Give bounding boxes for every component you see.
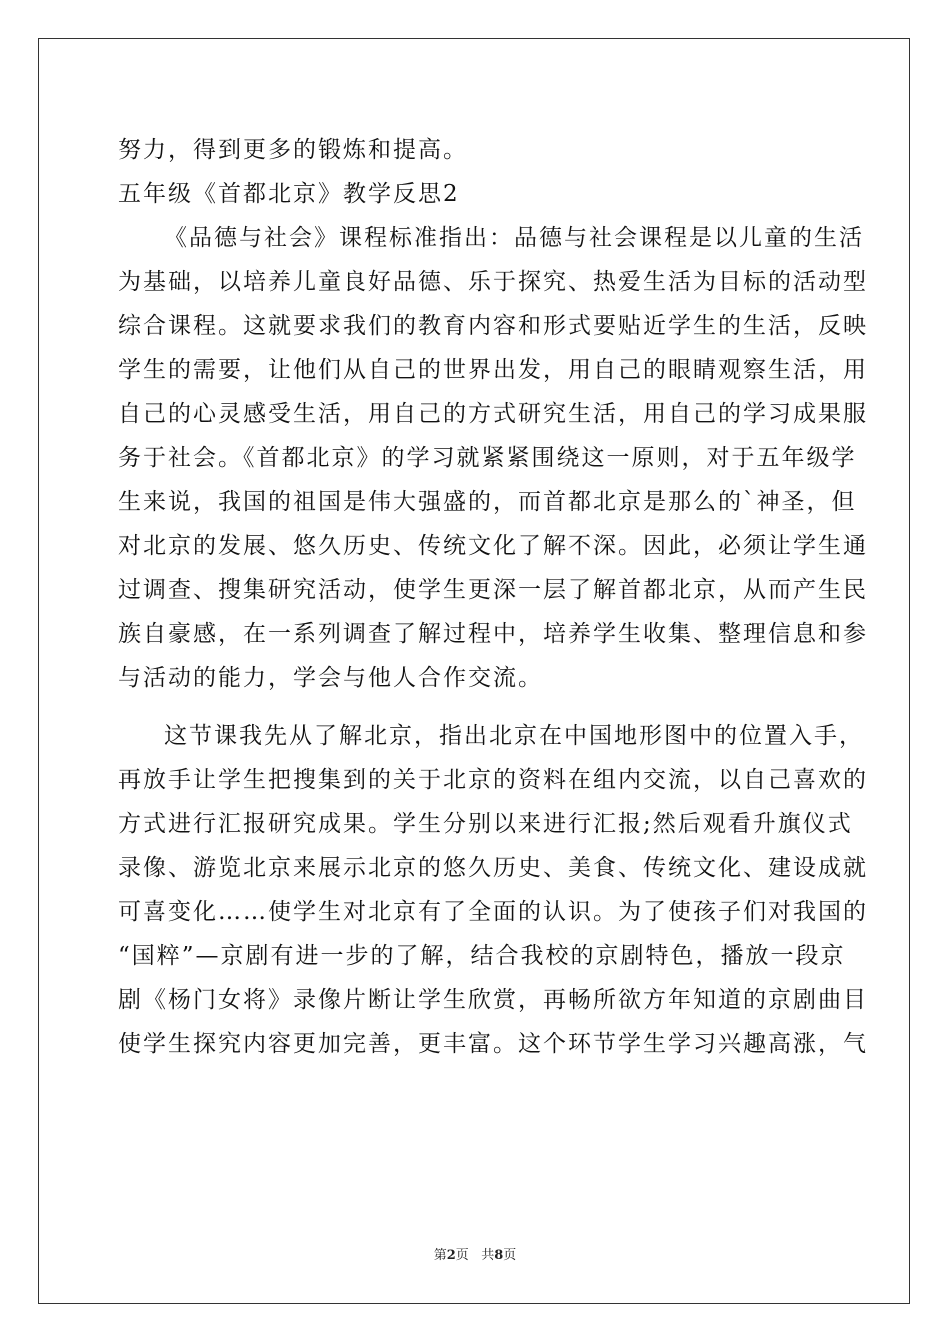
paragraph-line: 学生的需要，让他们从自己的世界出发，用自己的眼睛观察生活，用 (118, 357, 868, 383)
paragraph-line: 与活动的能力，学会与他人合作交流。 (118, 665, 543, 691)
paragraph-line: 族自豪感，在一系列调查了解过程中，培养学生收集、整理信息和参 (118, 621, 868, 647)
paragraph-line: 可喜变化……使学生对北京有了全面的认识。为了使孩子们对我国的 (118, 899, 868, 925)
paragraph-line: 对北京的发展、悠久历史、传统文化了解不深。因此，必须让学生通 (118, 533, 868, 559)
paragraph-line: 生来说，我国的祖国是伟大强盛的，而首都北京是那么的`神圣，但 (118, 489, 857, 515)
document-body (118, 128, 868, 1066)
paragraph-line: “国粹”—京剧有进一步的了解，结合我校的京剧特色，播放一段京 (118, 943, 846, 969)
paragraph-2 (118, 714, 868, 1066)
footer-total-suffix: 页 (503, 1248, 517, 1263)
paragraph-line: 务于社会。《首都北京》的学习就紧紧围绕这一原则，对于五年级学 (118, 445, 857, 471)
paragraph-line: 过调查、搜集研究活动，使学生更深一层了解首都北京，从而产生民 (118, 577, 868, 603)
paragraph-1 (118, 216, 868, 700)
footer-total-prefix: 共 (481, 1248, 495, 1263)
footer-page-suffix: 页 (455, 1248, 469, 1263)
paragraph-line: 自己的心灵感受生活，用自己的方式研究生活，用自己的学习成果服 (118, 401, 868, 427)
total-pages-number: 8 (494, 1248, 504, 1263)
current-page-number: 2 (446, 1248, 456, 1263)
paragraph-line: 综合课程。这就要求我们的教育内容和形式要贴近学生的生活，反映 (118, 313, 868, 339)
paragraph-line: 这节课我先从了解北京，指出北京在中国地形图中的位置入手， (164, 723, 864, 749)
section-heading: 五年级《首都北京》教学反思2 (118, 181, 460, 207)
paragraph-line: 使学生探究内容更加完善，更丰富。这个环节学生学习兴趣高涨，气 (118, 1031, 868, 1057)
page-footer (0, 1244, 950, 1263)
paragraph-line: 剧《杨门女将》录像片断让学生欣赏，再畅所欲方年知道的京剧曲目 (118, 987, 868, 1013)
continuation-line: 努力，得到更多的锻炼和提高。 (118, 137, 468, 163)
paragraph-line: 为基础，以培养儿童良好品德、乐于探究、热爱生活为目标的活动型 (118, 269, 868, 295)
paragraph-line: 录像、游览北京来展示北京的悠久历史、美食、传统文化、建设成就 (118, 855, 868, 881)
paragraph-line: 再放手让学生把搜集到的关于北京的资料在组内交流，以自己喜欢的 (118, 767, 868, 793)
paragraph-line: 《品德与社会》课程标准指出：品德与社会课程是以儿童的生活 (164, 225, 864, 251)
paragraph-line: 方式进行汇报研究成果。学生分别以来进行汇报;然后观看升旗仪式 (118, 811, 853, 837)
footer-prefix: 第 (433, 1248, 447, 1263)
paragraph-gap (118, 700, 832, 714)
